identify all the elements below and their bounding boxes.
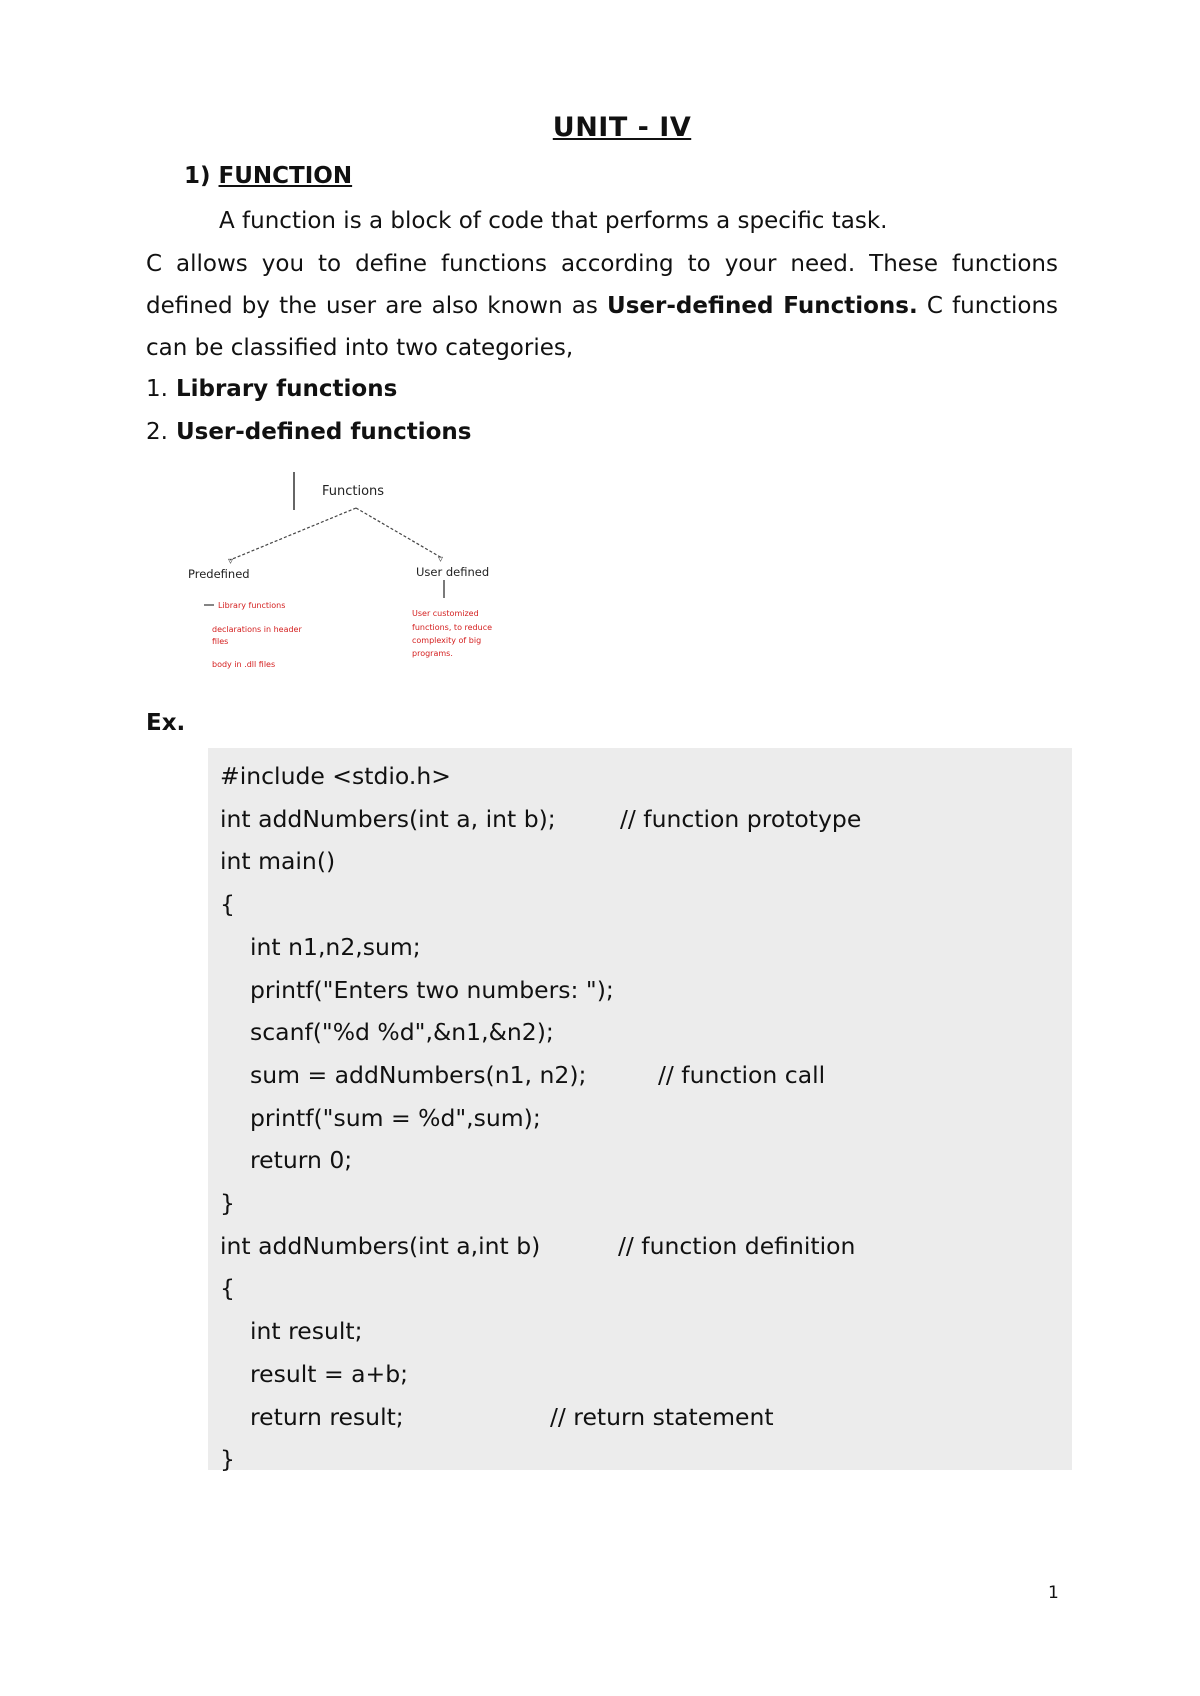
code-comment: // function definition [618, 1231, 856, 1260]
diagram-root-label: Functions [322, 484, 385, 499]
paragraph-text-1: C allows you to define functions according to your need. These functions defined by the user are also known as [146, 251, 1058, 319]
diagram-left-label: Predefined [188, 567, 250, 581]
code-text: printf("sum = %d",sum); [250, 1103, 541, 1132]
code-text: printf("Enters two numbers: "); [250, 975, 614, 1004]
code-line [220, 1445, 235, 1473]
code-text: scanf("%d %d",&n1,&n2); [250, 1018, 554, 1047]
code-line [250, 976, 614, 1004]
list-item-label: Library functions [175, 376, 398, 402]
code-line [250, 1146, 352, 1174]
code-text: { [220, 1274, 235, 1303]
code-line [220, 762, 451, 790]
functions-diagram [180, 470, 520, 680]
code-line [220, 847, 335, 875]
code-text: int n1,n2,sum; [250, 932, 421, 961]
code-line [220, 1274, 235, 1302]
section-title: FUNCTION [218, 163, 353, 189]
code-text: return 0; [250, 1146, 353, 1175]
code-text: sum = addNumbers(n1, n2); [250, 1060, 587, 1089]
diagram-right-note: functions, to reduce [412, 623, 493, 632]
section-heading [184, 163, 352, 189]
code-line [250, 933, 421, 961]
code-text: int result; [250, 1317, 363, 1346]
code-line [250, 1018, 554, 1046]
code-block [208, 748, 1072, 1474]
code-comment: // function prototype [620, 804, 862, 833]
diagram-left-note: declarations in header [212, 625, 302, 634]
body-paragraph [146, 243, 1058, 369]
code-text: int addNumbers(int a,int b) [220, 1231, 541, 1260]
paragraph-bold-term: User-defined Functions. [607, 293, 918, 319]
diagram-connector-right [356, 508, 442, 558]
paragraph-text-2: C functions can be classified into two categories, [146, 293, 1059, 361]
list-item-label: User-defined functions [175, 419, 472, 445]
code-text: } [220, 1189, 235, 1217]
diagram-right-label: User defined [416, 565, 490, 579]
code-line [250, 1061, 586, 1089]
diagram-right-note: programs. [412, 649, 453, 658]
code-text: result = a+b; [250, 1359, 409, 1388]
code-text: return result; [250, 1402, 404, 1431]
code-text: int addNumbers(int a, int b); [220, 804, 556, 833]
diagram-left-note: files [212, 637, 229, 646]
diagram-left-note: Library functions [218, 601, 286, 610]
intro-sentence: A function is a block of code that performs a specific task. [219, 208, 888, 234]
code-comment: // function call [658, 1060, 826, 1089]
code-line [220, 1189, 235, 1217]
code-line [220, 890, 235, 918]
list-item [146, 376, 397, 402]
code-text: int main() [220, 847, 336, 876]
page-title: UNIT - IV [552, 112, 692, 143]
code-line [250, 1104, 541, 1132]
code-line [250, 1403, 404, 1431]
diagram-right-note: complexity of big [412, 636, 482, 645]
code-line [220, 1232, 540, 1260]
diagram-left-note: body in .dll files [212, 660, 276, 669]
example-label: Ex. [146, 710, 186, 736]
list-item-number: 2. [146, 419, 168, 445]
list-item-number: 1. [146, 376, 168, 402]
list-item [146, 419, 472, 445]
code-line [220, 805, 556, 833]
section-number: 1) [184, 163, 211, 189]
code-text: #include <stdio.h> [220, 762, 451, 790]
code-line [250, 1317, 363, 1345]
code-line [250, 1360, 408, 1388]
code-text: { [220, 890, 235, 919]
arrowhead-icon: ▿ [228, 556, 234, 567]
arrowhead-icon: ▿ [438, 554, 444, 565]
diagram-connector-left [230, 508, 356, 560]
diagram-right-note: User customized [412, 609, 479, 618]
code-comment: // return statement [550, 1402, 774, 1431]
page-number: 1 [1048, 1583, 1059, 1603]
code-text: } [220, 1445, 235, 1474]
